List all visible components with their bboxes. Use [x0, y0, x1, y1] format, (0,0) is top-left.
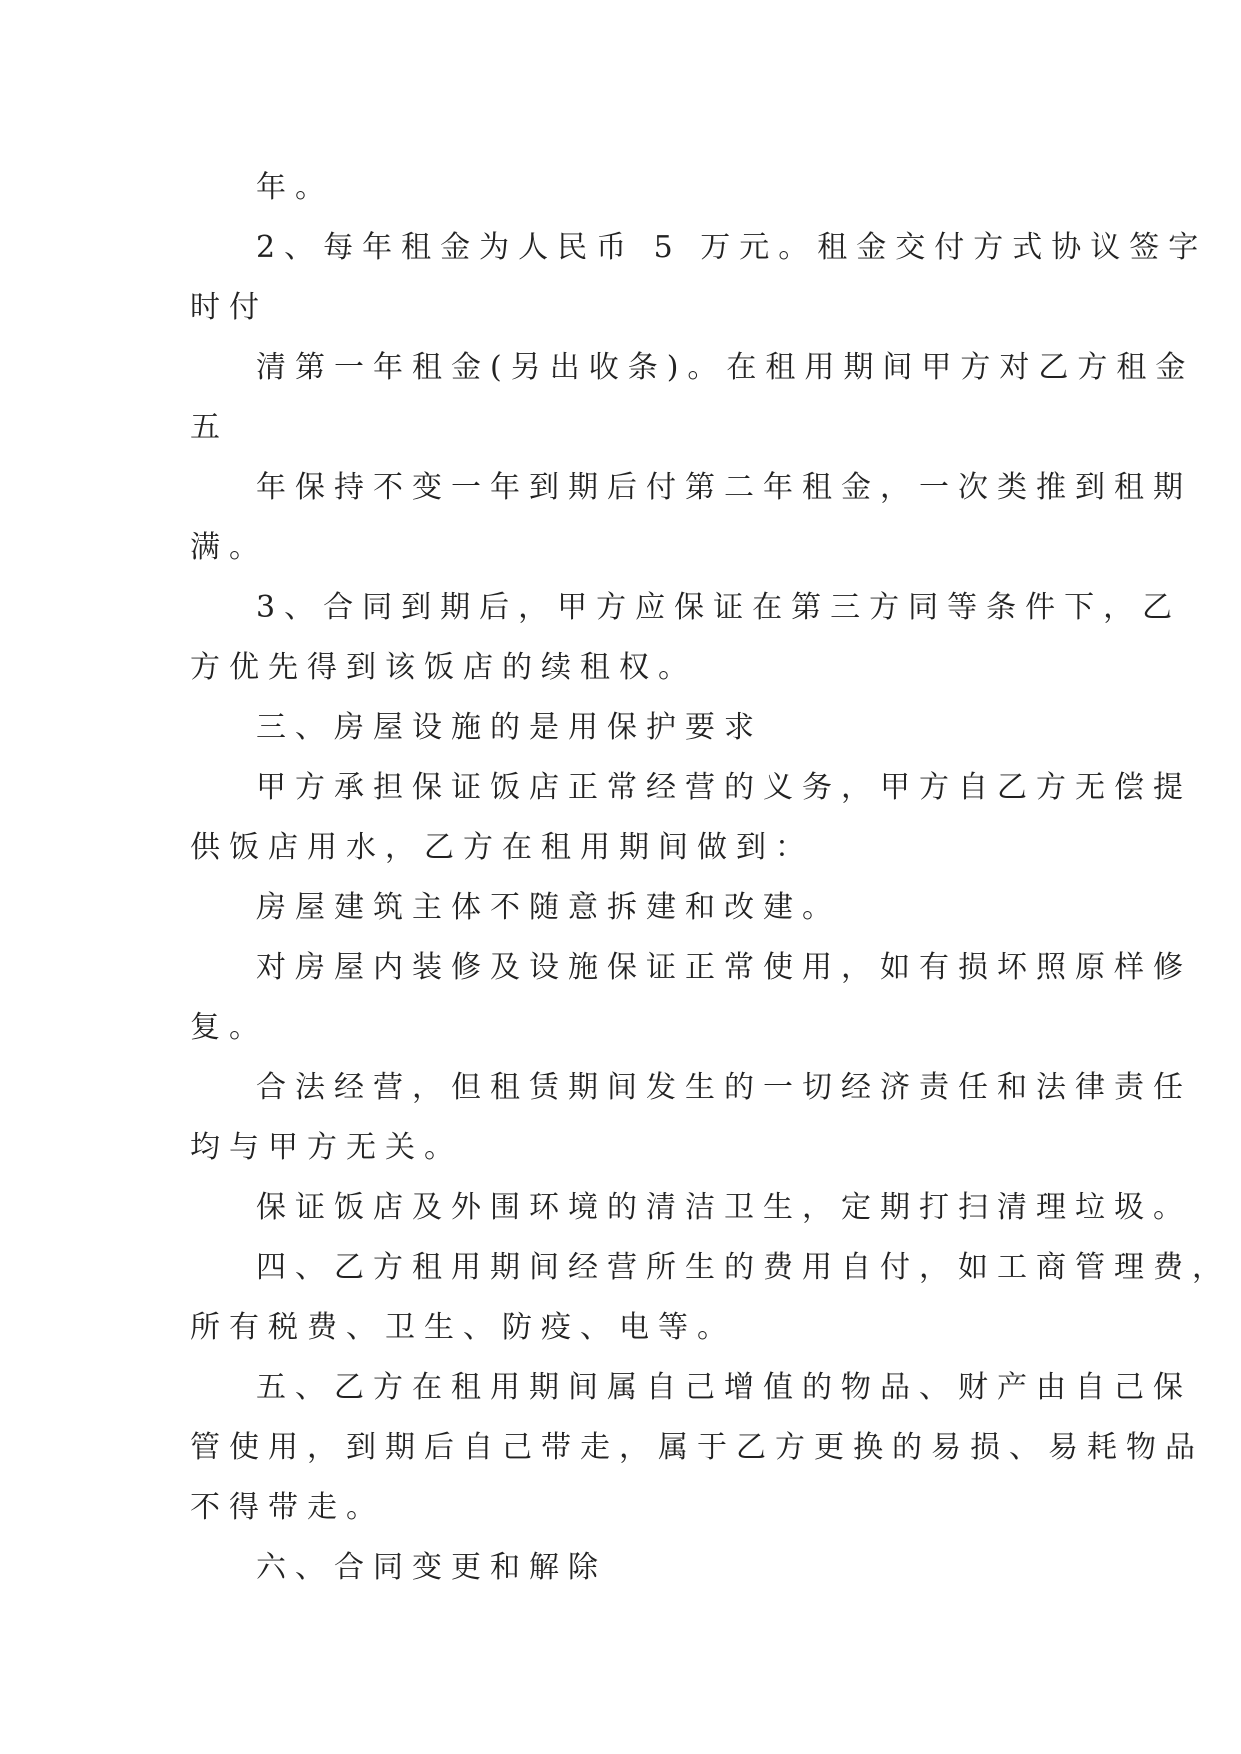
text-line: 3、合同到期后，甲方应保证在第三方同等条件下，乙 — [256, 590, 1182, 625]
text-line: 方优先得到该饭店的续租权。 — [190, 650, 697, 685]
text-line: 2、每年租金为人民币 5 万元。租金交付方式协议签字 — [256, 230, 1208, 265]
text-line: 年。 — [256, 170, 334, 205]
section-heading: 三、房屋设施的是用保护要求 — [256, 710, 763, 745]
text-line: 均与甲方无关。 — [190, 1130, 463, 1165]
section-heading: 五、乙方在租用期间属自己增值的物品、财产由自己保 — [256, 1370, 1192, 1405]
text-line: 供饭店用水，乙方在租用期间做到： — [190, 830, 814, 865]
text-line: 清第一年租金(另出收条)。在租用期间甲方对乙方租金 — [256, 350, 1195, 385]
text-line: 复。 — [190, 1010, 268, 1045]
text-line: 年保持不变一年到期后付第二年租金，一次类推到租期 — [256, 470, 1192, 505]
text-line: 不得带走。 — [190, 1490, 385, 1525]
section-heading: 四、乙方租用期间经营所生的费用自付，如工商管理费， — [256, 1250, 1231, 1285]
text-line: 所有税费、卫生、防疫、电等。 — [190, 1310, 736, 1345]
text-line: 满。 — [190, 530, 268, 565]
text-line: 五 — [190, 410, 229, 445]
text-line: 管使用，到期后自己带走，属于乙方更换的易损、易耗物品 — [190, 1430, 1204, 1465]
text-line: 甲方承担保证饭店正常经营的义务，甲方自乙方无偿提 — [256, 770, 1192, 805]
text-line: 合法经营，但租赁期间发生的一切经济责任和法律责任 — [256, 1070, 1192, 1105]
text-line: 房屋建筑主体不随意拆建和改建。 — [256, 890, 841, 925]
document-body — [190, 158, 1231, 1598]
text-line: 对房屋内装修及设施保证正常使用，如有损坏照原样修 — [256, 950, 1192, 985]
text-line: 时付 — [190, 290, 268, 325]
text-line: 保证饭店及外围环境的清洁卫生，定期打扫清理垃圾。 — [256, 1190, 1192, 1225]
section-heading: 六、合同变更和解除 — [256, 1550, 607, 1585]
